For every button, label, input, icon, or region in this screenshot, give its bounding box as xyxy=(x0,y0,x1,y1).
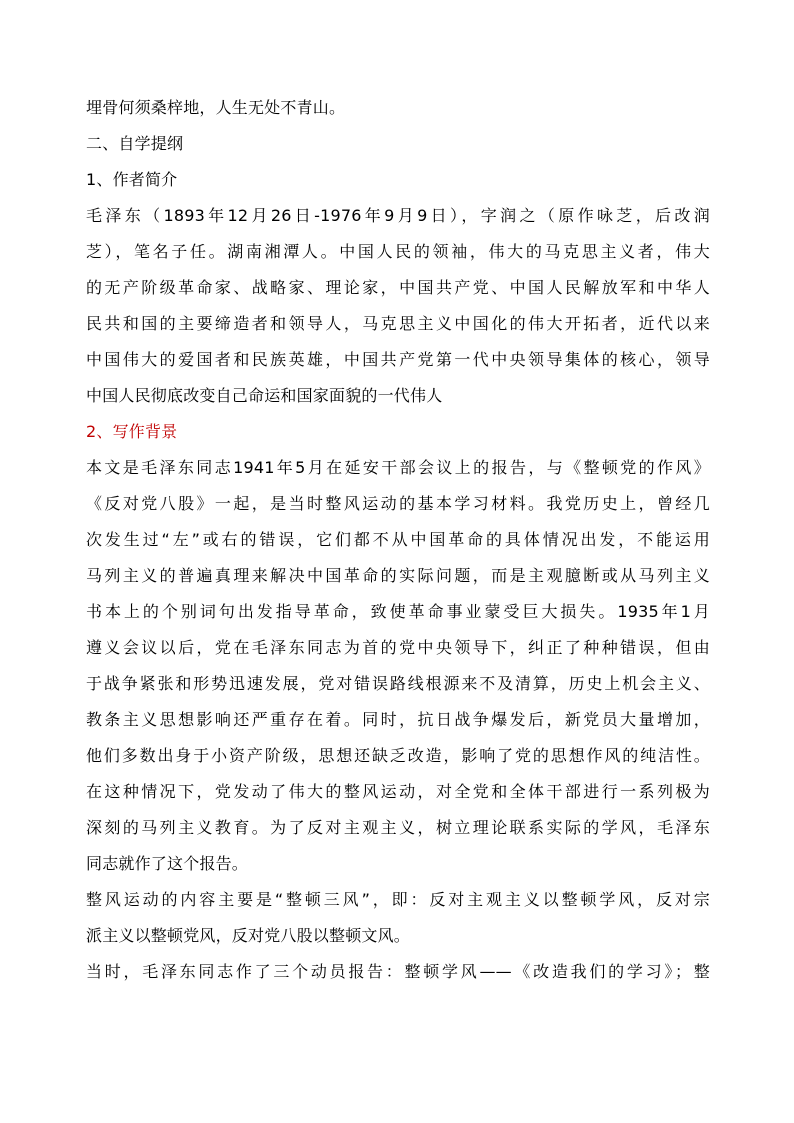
subheading-background: 2、写作背景 xyxy=(86,422,178,441)
background-paragraph-line: 《反对党八股》一起，是当时整风运动的基本学习材料。我党历史上，曾经几 xyxy=(86,494,710,513)
author-paragraph-line: 民共和国的主要缔造者和领导人，马克思主义中国化的伟大开拓者，近代以来 xyxy=(86,314,710,333)
section-heading-outline: 二、自学提纲 xyxy=(86,134,184,153)
background-paragraph-line: 于战争紧张和形势迅速发展，党对错误路线根源来不及清算，历史上机会主义、 xyxy=(86,674,710,693)
background-paragraph-line: 书本上的个别词句出发指导革命，致使革命事业蒙受巨大损失。1935年1月 xyxy=(86,602,710,621)
author-paragraph-line: 中国人民彻底改变自己命运和国家面貌的一代伟人 xyxy=(86,386,443,405)
rectification-paragraph-line: 整风运动的内容主要是“整顿三风”，即：反对主观主义以整顿学风，反对宗 xyxy=(86,890,710,909)
author-paragraph-line: 毛泽东（1893年12月26日-1976年9月9日），字润之（原作咏芝，后改润 xyxy=(86,206,710,225)
background-paragraph-line: 同志就作了这个报告。 xyxy=(86,854,249,873)
background-paragraph-line: 遵义会议以后，党在毛泽东同志为首的党中央领导下，纠正了种种错误，但由 xyxy=(86,638,710,657)
subheading-author-intro: 1、作者简介 xyxy=(86,170,178,189)
author-paragraph-line: 芝），笔名子任。湖南湘潭人。中国人民的领袖，伟大的马克思主义者，伟大 xyxy=(86,242,710,261)
author-paragraph-line: 中国伟大的爱国者和民族英雄，中国共产党第一代中央领导集体的核心，领导 xyxy=(86,350,710,369)
background-paragraph-line: 在这种情况下，党发动了伟大的整风运动，对全党和全体干部进行一系列极为 xyxy=(86,782,710,801)
background-paragraph-line: 他们多数出身于小资产阶级，思想还缺乏改造，影响了党的思想作风的纯洁性。 xyxy=(86,746,710,765)
author-paragraph-line: 的无产阶级革命家、战略家、理论家，中国共产党、中国人民解放军和中华人 xyxy=(86,278,710,297)
background-paragraph-line: 深刻的马列主义教育。为了反对主观主义，树立理论联系实际的学风，毛泽东 xyxy=(86,818,710,837)
background-paragraph-line: 教条主义思想影响还严重存在着。同时，抗日战争爆发后，新党员大量增加， xyxy=(86,710,710,729)
background-paragraph-line: 马列主义的普遍真理来解决中国革命的实际问题，而是主观臆断或从马列主义 xyxy=(86,566,710,585)
background-paragraph-line: 本文是毛泽东同志1941年5月在延安干部会议上的报告，与《整顿党的作风》 xyxy=(86,458,710,477)
rectification-paragraph-line: 派主义以整顿党风，反对党八股以整顿文风。 xyxy=(86,926,411,945)
poem-line: 埋骨何须桑梓地，人生无处不青山。 xyxy=(86,98,346,117)
background-paragraph-line: 次发生过“左”或右的错误，它们都不从中国革命的具体情况出发，不能运用 xyxy=(86,530,710,549)
reports-paragraph-line: 当时，毛泽东同志作了三个动员报告：整顿学风——《改造我们的学习》；整 xyxy=(86,962,710,981)
